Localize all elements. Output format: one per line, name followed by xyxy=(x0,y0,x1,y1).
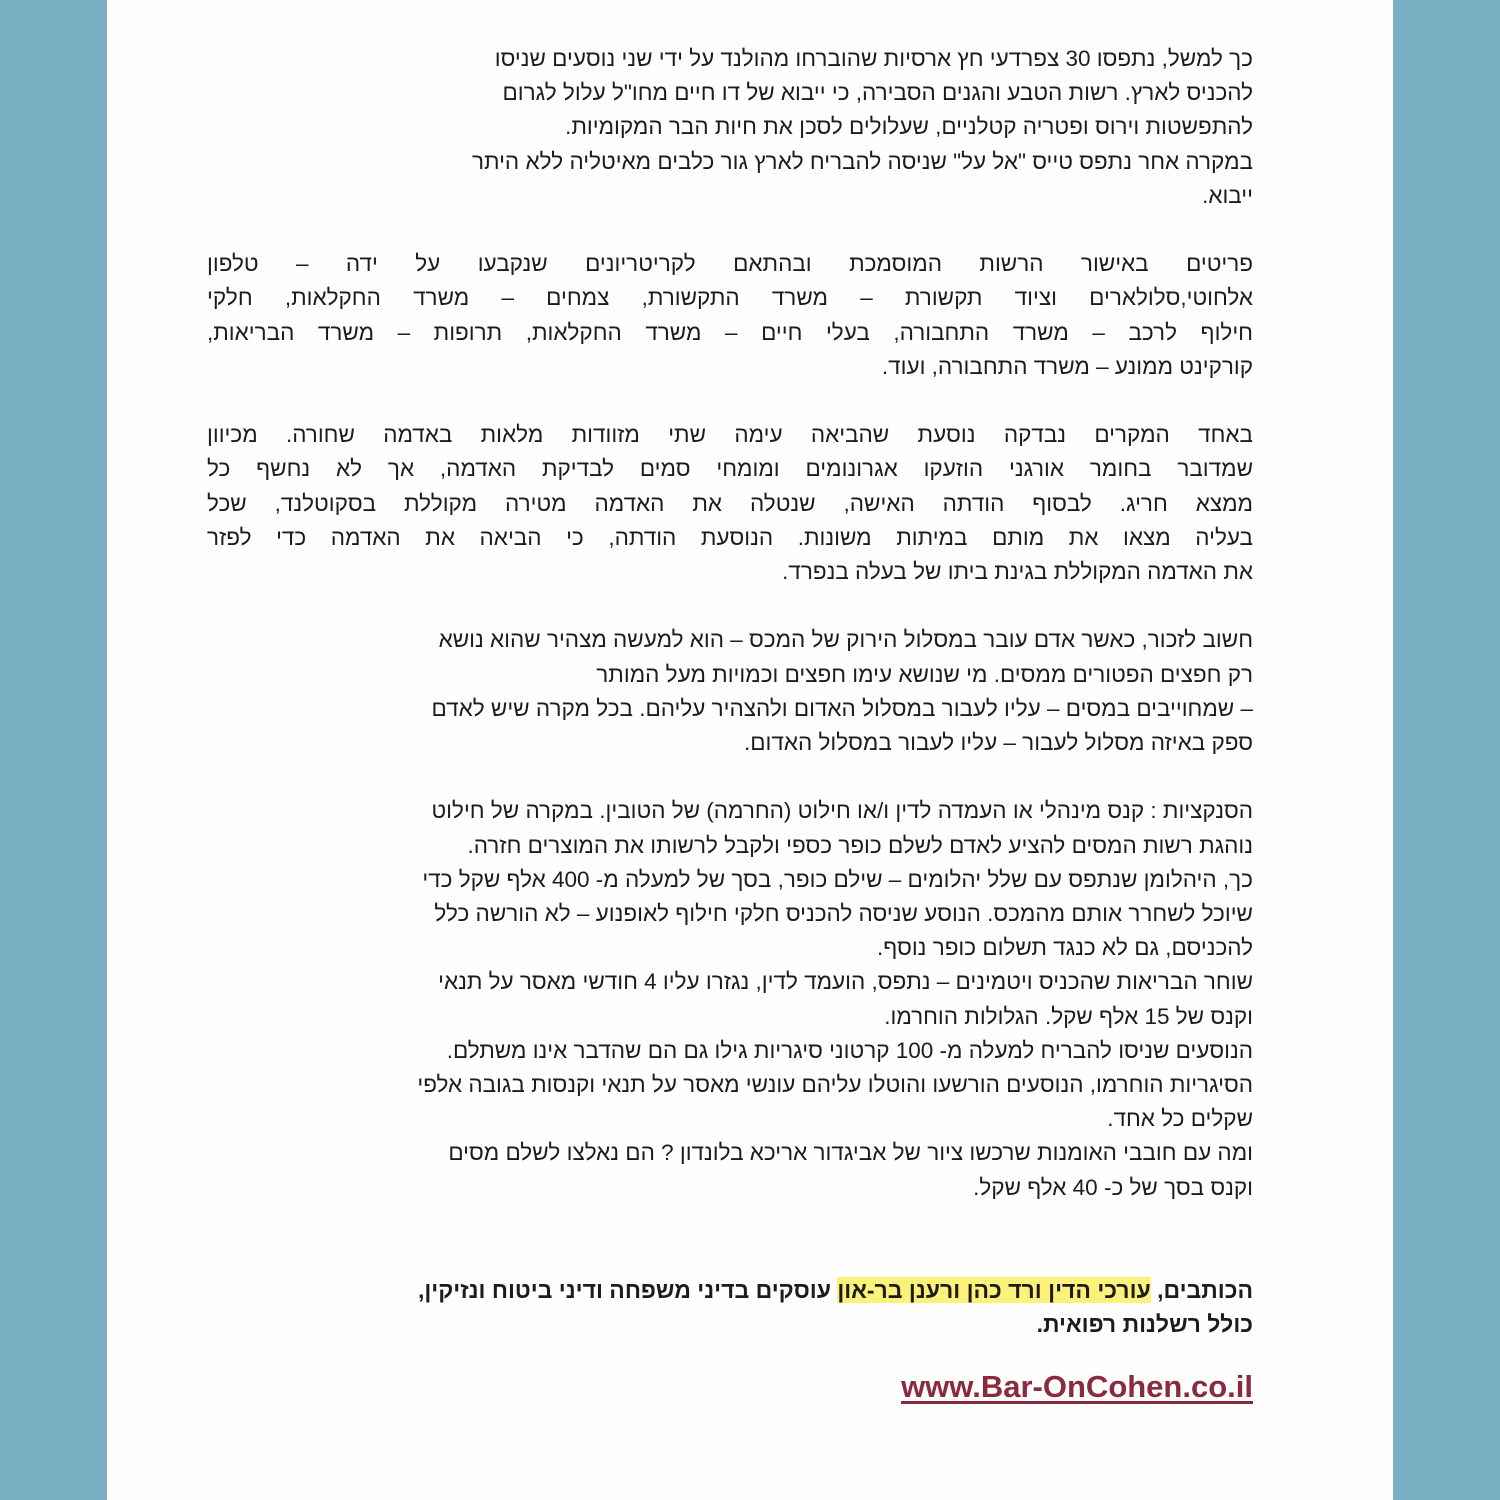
authors-practice: עוסקים בדיני משפחה ודיני ביטוח ונזיקין, xyxy=(417,1276,831,1303)
text-line: וקנס של 15 אלף שקל. הגלולות הוחרמו. xyxy=(884,1003,1253,1029)
text-line: באחד המקרים נבדקה נוסעת שהביאה עימה שתי מזוודות מלאות באדמה שחורה. מכיוון xyxy=(207,422,1253,448)
text-line: שוחר הבריאות שהכניס ויטמינים – נתפס, הועמד לדין, נגזרו עליו 4 חודשי מאסר על תנאי xyxy=(438,969,1253,995)
paragraph-gap xyxy=(207,589,1253,623)
author-names-highlight: עורכי הדין ורד כהן ורענן בר-און xyxy=(837,1276,1151,1303)
article-body xyxy=(207,42,1253,1407)
authors-line xyxy=(207,1273,1253,1307)
text-line: אלחוטי,סלולארים וציוד תקשורת – משרד התקשורת, צמחים – משרד החקלאות, חלקי xyxy=(207,285,1253,311)
paragraph-approved-items xyxy=(207,247,1253,384)
website-link[interactable]: www.Bar-OnCohen.co.il xyxy=(901,1368,1253,1404)
text-line: וקנס בסך של כ- 40 אלף שקל. xyxy=(973,1174,1253,1200)
text-line: להכניס לארץ. רשות הטבע והגנים הסבירה, כי ייבוא של דו חיים מחו"ל עלול לגרום xyxy=(502,80,1253,106)
paragraph-gap xyxy=(207,1205,1253,1273)
text-line: ספק באיזה מסלול לעבור – עליו לעבור במסלול האדום. xyxy=(744,730,1253,756)
text-line: להכניסם, גם לא כנגד תשלום כופר נוסף. xyxy=(877,935,1253,961)
paragraph-gap xyxy=(207,384,1253,418)
authors-note xyxy=(207,1273,1253,1341)
document-page xyxy=(107,0,1393,1500)
text-line: להתפשטות וירוס ופטריה קטלניים, שעלולים לסכן את חיות הבר המקומיות. xyxy=(565,114,1253,140)
text-line: רק חפצים הפטורים ממסים. מי שנושא עימו חפצים וכמויות מעל המותר xyxy=(596,661,1253,687)
text-line: בעליה מצאו את מותם במיתות משונות. הנוסעת הודתה, כי הביאה את האדמה כדי לפזר xyxy=(207,524,1253,550)
text-line: הנוסעים שניסו להבריח למעלה מ- 100 קרטוני סיגריות גילו גם הם שהדבר אינו משתלם. xyxy=(446,1037,1253,1063)
paragraph-gap xyxy=(207,760,1253,794)
text-line: נוהגת רשות המסים להציע לאדם לשלם כופר כספי ולקבל לרשותו את המוצרים חזרה. xyxy=(467,832,1253,858)
text-line: הסיגריות הוחרמו, הנוסעים הורשעו והוטלו עליהם עונשי מאסר על תנאי וקנסות בגובה אלפי xyxy=(417,1072,1253,1098)
text-line: שיוכל לשחרר אותם מהמכס. הנוסע שניסה להכניס חלקי חילוף לאופנוע – לא הורשה כלל xyxy=(434,901,1253,927)
text-line: במקרה אחר נתפס טייס "אל על" שניסה להבריח לארץ גור כלבים מאיטליה ללא היתר xyxy=(471,148,1253,174)
text-line: חשוב לזכור, כאשר אדם עובר במסלול הירוק של המכס – הוא למעשה מצהיר שהוא נושא xyxy=(438,627,1253,653)
text-line: קורקינט ממונע – משרד התחבורה, ועוד. xyxy=(881,353,1253,379)
text-line: ומה עם חובבי האומנות שרכשו ציור של אביגדור אריכא בלונדון ? הם נאלצו לשלם מסים xyxy=(448,1140,1253,1166)
text-line: כך, היהלומן שנתפס עם שלל יהלומים – שילם כופר, בסך של למעלה מ- 400 אלף שקל כדי xyxy=(422,866,1253,892)
paragraph-sanctions xyxy=(207,794,1253,1204)
paragraph-green-lane xyxy=(207,623,1253,760)
paragraph-gap xyxy=(207,213,1253,247)
text-line: כך למשל, נתפסו 30 צפרדעי חץ ארסיות שהוברחו מהולנד על ידי שני נוסעים שניסו xyxy=(494,46,1253,71)
text-line: את האדמה המקוללת בגינת ביתו של בעלה בנפרד. xyxy=(782,559,1253,585)
text-line: ממצא חריג. לבסוף הודתה האישה, שנטלה את האדמה מטירה מקוללת בסקוטלנד, שכל xyxy=(207,490,1253,516)
text-line: הסנקציות : קנס מינהלי או העמדה לדין ו/או חילוט (החרמה) של הטובין. במקרה של חילוט xyxy=(431,798,1253,824)
text-line: פריטים באישור הרשות המוסמכת ובהתאם לקריטריונים שנקבעו על ידה – טלפון xyxy=(207,251,1253,277)
text-line: ייבוא. xyxy=(1202,182,1253,208)
text-line: חילוף לרכב – משרד התחבורה, בעלי חיים – משרד החקלאות, תרופות – משרד הבריאות, xyxy=(207,319,1253,345)
text-line: – שמחוייבים במסים – עליו לעבור במסלול האדום ולהצהיר עליהם. בכל מקרה שיש לאדם xyxy=(431,695,1253,721)
authors-prefix: הכותבים, xyxy=(1157,1276,1253,1303)
paragraph-soil xyxy=(207,418,1253,589)
text-line: שקלים כל אחד. xyxy=(1107,1106,1253,1132)
text-line: שמדובר בחומר אורגני הוזעקו אגרונומים ומומחי סמים לבדיקת האדמה, אך לא נחשף כל xyxy=(207,456,1253,482)
paragraph-frogs xyxy=(207,42,1253,213)
authors-line-2: כולל רשלנות רפואית. xyxy=(1036,1310,1253,1337)
